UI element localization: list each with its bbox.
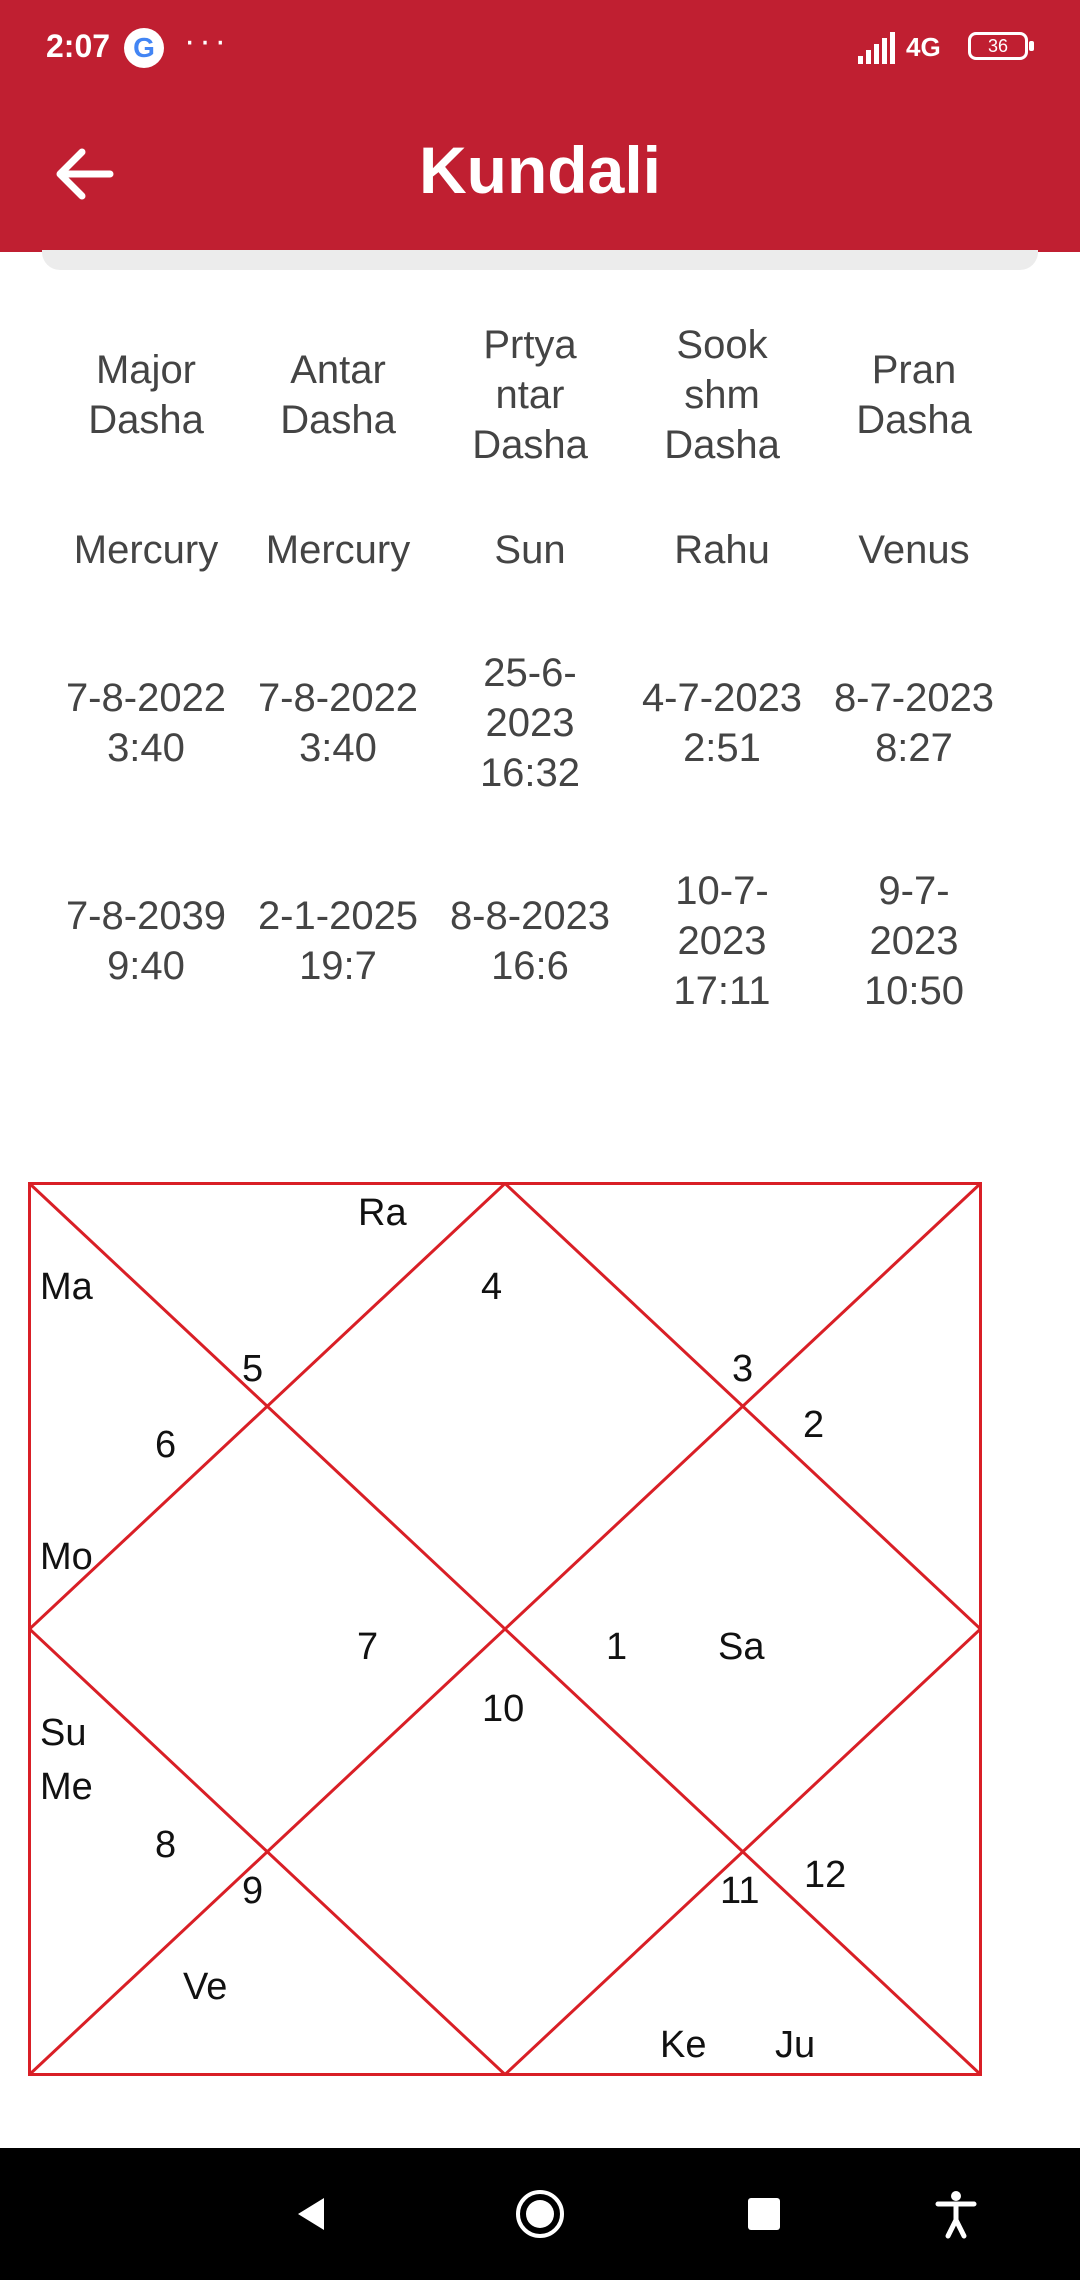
planet-label: Ke <box>660 2024 707 2066</box>
house-number: 7 <box>357 1626 379 1668</box>
dasha-planet-row <box>50 502 1010 598</box>
dasha-end-row <box>50 866 1010 1016</box>
header-pran-dasha: Pran Dasha <box>856 348 972 442</box>
planet-cell: Mercury <box>265 528 411 572</box>
header-sookshm-dasha: Sook shm Dasha <box>664 323 780 467</box>
home-circle-icon[interactable] <box>510 2184 570 2244</box>
signal-icon <box>856 30 896 66</box>
start-date-cell: 8-7-2023 8:27 <box>833 676 995 770</box>
header-antar-dasha: Antar Dasha <box>280 348 396 442</box>
card-bottom-edge <box>42 250 1038 270</box>
planet-cell: Rahu <box>674 528 770 572</box>
kundali-chart <box>28 1182 982 2076</box>
back-triangle-icon[interactable] <box>282 2184 342 2244</box>
status-time: 2:07 <box>46 28 111 64</box>
start-date-cell: 25-6- 2023 16:32 <box>479 651 581 795</box>
network-type: 4G <box>906 32 941 62</box>
house-number: 9 <box>242 1870 264 1912</box>
accessibility-icon[interactable] <box>926 2184 986 2244</box>
end-date-cell: 8-8-2023 16:6 <box>449 894 611 988</box>
dasha-header-row <box>50 320 1010 470</box>
planet-label: Ra <box>358 1192 407 1234</box>
house-number: 6 <box>155 1424 177 1466</box>
battery-icon: 36 <box>968 32 1028 60</box>
dasha-start-row <box>50 648 1010 798</box>
planet-label: Ma <box>40 1266 93 1308</box>
system-navigation-bar <box>0 2148 1080 2280</box>
planet-label: Me <box>40 1766 93 1808</box>
house-number: 11 <box>720 1870 760 1912</box>
house-number: 1 <box>606 1626 628 1668</box>
planet-label: Ve <box>183 1966 228 2008</box>
kundali-chart-lines <box>28 1182 982 2076</box>
app-header <box>0 0 1080 252</box>
planet-label: Sa <box>718 1626 765 1668</box>
house-number: 4 <box>481 1266 503 1308</box>
house-number: 8 <box>155 1824 177 1866</box>
more-notifications-icon: ··· <box>184 22 230 60</box>
planet-cell: Sun <box>494 528 566 572</box>
header-major-dasha: Major Dasha <box>88 348 204 442</box>
google-icon: G <box>124 28 164 68</box>
end-date-cell: 10-7- 2023 17:11 <box>673 869 771 1013</box>
house-number: 10 <box>482 1688 525 1730</box>
app-bar <box>0 96 1080 252</box>
house-number: 2 <box>803 1404 825 1446</box>
end-date-cell: 9-7- 2023 10:50 <box>863 869 965 1013</box>
start-date-cell: 4-7-2023 2:51 <box>641 676 803 770</box>
planet-cell: Venus <box>858 528 970 572</box>
start-date-cell: 7-8-2022 3:40 <box>257 676 419 770</box>
start-date-cell: 7-8-2022 3:40 <box>65 676 227 770</box>
house-number: 5 <box>242 1348 264 1390</box>
planet-label: Mo <box>40 1536 93 1578</box>
recents-square-icon[interactable] <box>734 2184 794 2244</box>
planet-cell: Mercury <box>73 528 219 572</box>
status-bar <box>0 0 1080 96</box>
house-number: 3 <box>732 1348 754 1390</box>
dasha-table <box>50 320 1010 1016</box>
header-pratyantar-dasha: Prtya ntar Dasha <box>472 323 588 467</box>
house-number: 12 <box>804 1854 847 1896</box>
end-date-cell: 2-1-2025 19:7 <box>257 894 419 988</box>
page-title: Kundali <box>419 133 661 207</box>
planet-label: Su <box>40 1712 87 1754</box>
planet-label: Ju <box>775 2024 816 2066</box>
end-date-cell: 7-8-2039 9:40 <box>65 894 227 988</box>
